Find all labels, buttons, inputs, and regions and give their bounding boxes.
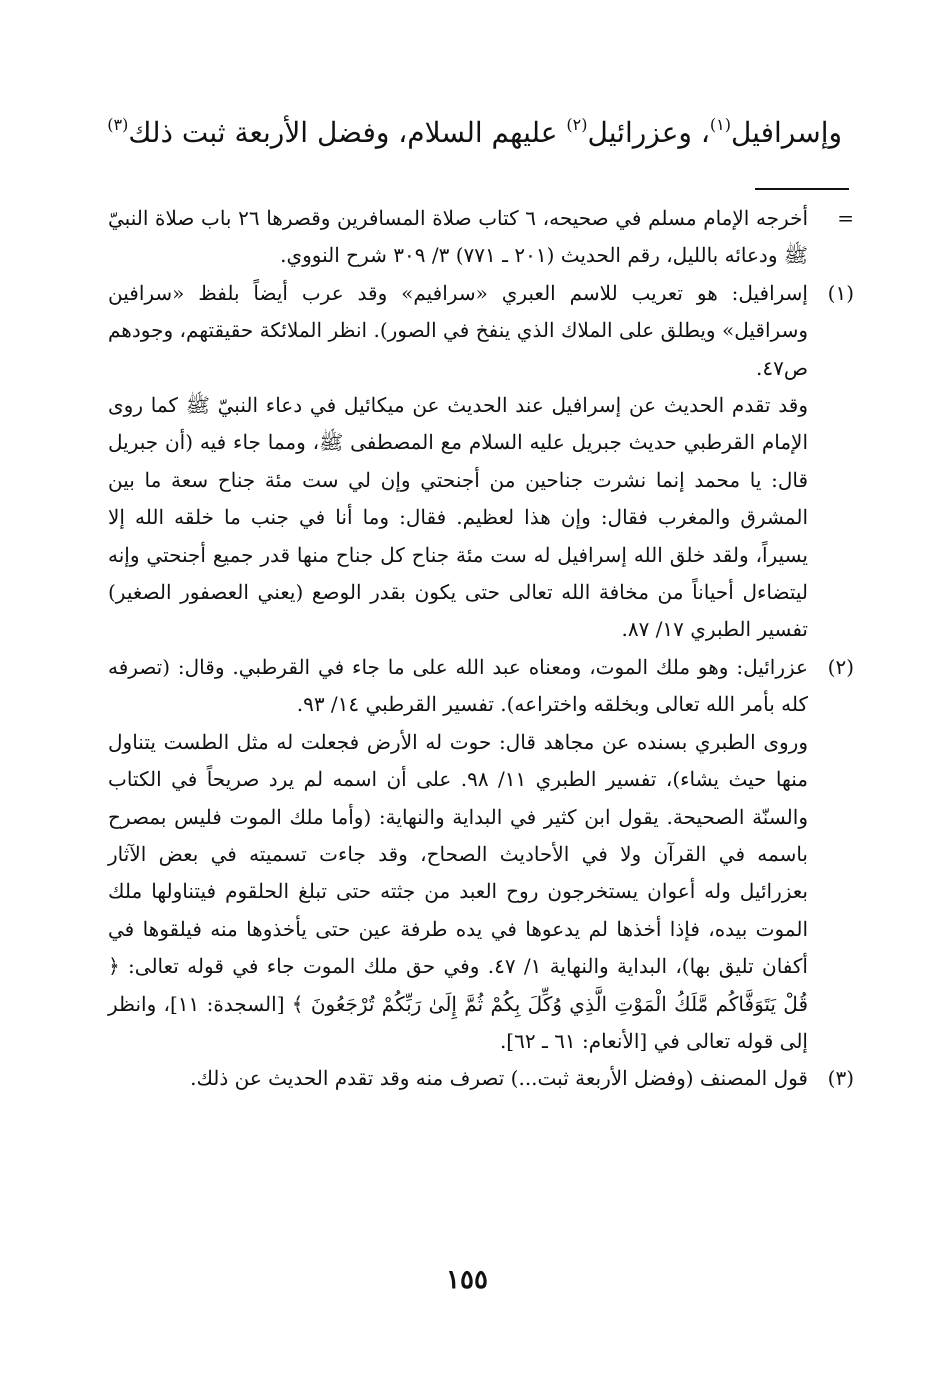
main-text-part-2: ، وعزرائيل	[587, 116, 710, 149]
footnotes-section	[108, 200, 854, 1098]
footnote-paragraph: عزرائيل: وهو ملك الموت، ومعناه عبد الله على ما جاء في القرطبي. وقال: (تصرفه كله بأمر الله تعالى وبخلقه واختراعه). تفسير القرطبي ١٤/ ٩٣.	[108, 654, 808, 717]
footnote-paragraph: وقد تقدم الحديث عن إسرافيل عند الحديث عن ميكائيل في دعاء النبيّ ﷺ كما روى الإمام القرطبي حديث جبريل عليه السلام مع المصطفى ﷺ، ومما جاء فيه (أن جبريل قال: يا محمد إنما نشرت جناحين من أجنحتي وإن لي ست مئة جناح سعة ما بين المشرق والمغرب فقال: وإن هذا لعظيم. فقال: وما أنا في جنب ما خلقه الله إلا يسيراً، ولقد خلق الله إسرافيل له ست مئة جناح كل جناح منها قدر جميع أجنحتي وإنه ليتضاءل أحياناً من مخافة الله تعالى حتى يكون بقدر الوصع (يعني العصفور الصغير) تفسير الطبري ١٧/ ٨٧.	[108, 393, 808, 642]
footnote-paragraph: قول المصنف (وفضل الأربعة ثبت...) تصرف منه وقد تقدم الحديث عن ذلك.	[190, 1066, 808, 1091]
footnote-marker: (٢)	[827, 654, 854, 679]
footnote-paragraph: وروى الطبري بسنده عن مجاهد قال: حوت له الأرض فجعلت له مثل الطست يتناول منها حيث يشاء)، تفسير الطبري ١١/ ٩٨. على أن اسمه لم يرد صريحاً في الكتاب والسنّة الصحيحة. يقول ابن كثير في البداية والنهاية: (وأما ملك الموت فليس بمصرح باسمه في القرآن ولا في الأحاديث الصحاح، وقد جاءت تسميته في بعض الآثار بعزرائيل وله أعوان يستخرجون روح العبد من جثته حتى تبلغ الحلقوم فيتناولها ملك الموت بيده، فإذا أخذها لم يدعوها في يده طرفة عين حتى يأخذوها منه فيلقوها في أكفان تليق بها)، البداية والنهاية ١/ ٤٧. وفي حق ملك الموت جاء في قوله تعالى: ﴿ قُلْ يَتَوَفَّاكُم مَّلَكُ الْمَوْتِ الَّذِي وُكِّلَ بِكُمْ ثُمَّ إِلَىٰ رَبِّكُمْ تُرْجَعُونَ ﴾ [السجدة: ١١]، وانظر إلى قوله تعالى في [الأنعام: ٦١ ـ ٦٢].	[108, 729, 809, 1053]
footnote-reference-3: (٣)	[107, 115, 129, 134]
main-text-part-1: وإسرافيل	[730, 116, 842, 149]
footnote-paragraph: أخرجه الإمام مسلم في صحيحه، ٦ كتاب صلاة المسافرين وقصرها ٢٦ باب صلاة النبيّ ﷺ ودعائه بالليل، رقم الحديث (٢٠١ ـ ٧٧١) ٣/ ٣٠٩ شرح النووي.	[108, 206, 808, 268]
footnote-paragraph: إسرافيل: هو تعريب للاسم العبري «سرافيم» وقد عرب أيضاً بلفظ «سرافين وسراقيل» ويطلق على الملاك الذي ينفخ في الصور). انظر الملائكة حقيقتهم، وجودهم ص٤٧.	[108, 280, 808, 380]
footnote-marker: (١)	[827, 280, 854, 305]
footnote-1	[108, 275, 854, 649]
footnote-3	[108, 1060, 854, 1097]
page-number: ١٥٥	[446, 1265, 488, 1295]
footnote-continuation	[108, 200, 854, 275]
main-text-part-3: عليهم السلام، وفضل الأربعة ثبت ذلك	[128, 116, 567, 149]
footnote-reference-2: (٢)	[566, 115, 588, 134]
footnote-separator-rule	[755, 188, 849, 190]
footnote-reference-1: (١)	[709, 115, 731, 134]
main-text-line	[82, 108, 842, 158]
footnote-marker: (٣)	[827, 1066, 854, 1091]
footnote-2	[108, 649, 854, 1060]
footnote-marker: =	[837, 206, 854, 230]
